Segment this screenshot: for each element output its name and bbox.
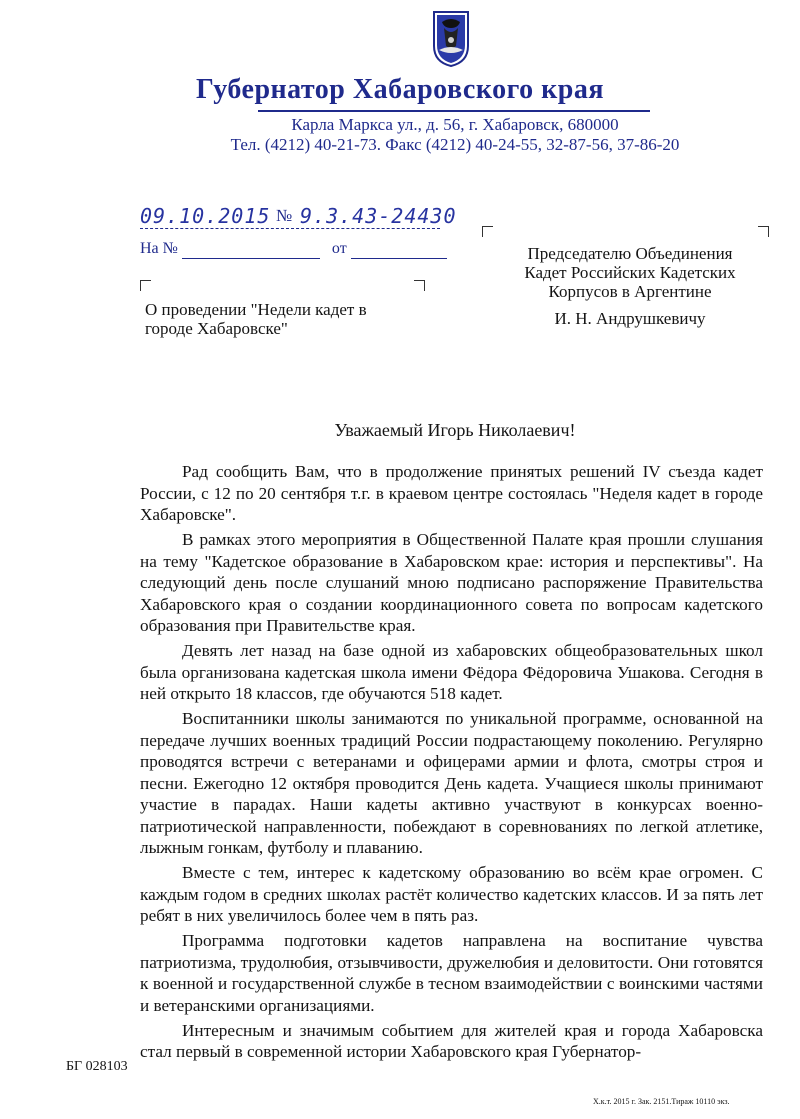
reply-from-label: от (331, 240, 347, 257)
reply-number-label: На № (140, 240, 178, 257)
addressee-block (490, 244, 770, 301)
addressee-corner-right (758, 226, 769, 237)
registration-date: 09.10.2015 (140, 204, 271, 228)
reply-date-blank (351, 240, 447, 259)
letter-paragraph: Интересным и значимым событием для жителей края и города Хабаровска стал первый в современной истории Хабаровского края Губернатор- (140, 1020, 763, 1061)
letter-paragraph: Вместе с тем, интерес к кадетскому образованию во всём крае огромен. С каждым годом в средних школах растёт количество кадетских классов. И за пять лет ребят в них увеличилось более чем в пять раз. (140, 863, 763, 925)
salutation: Уважаемый Игорь Николаевич! (334, 420, 576, 440)
form-serial-number: БГ 028103 (66, 1059, 128, 1074)
letter-paragraph: Программа подготовки кадетов направлена на воспитание чувства патриотизма, трудолюбия, отзывчивости, дружелюбия и деловитости. Они готовятся к военной и государственной службе в тесном взаимодействии с воинскими частями и ветеранскими организациями. (140, 931, 763, 1015)
letterhead-divider (258, 110, 650, 112)
registration-line (140, 228, 440, 229)
letterhead-title: Губернатор Хабаровского края (196, 74, 604, 105)
print-run-note: Х.к.т. 2015 г. Зак. 2151.Тираж 10110 экз. (593, 1097, 730, 1106)
subject-corner-right (414, 280, 425, 291)
letter-paragraph: Рад сообщить Вам, что в продолжение принятых решений IV съезда кадет России, с 12 по 20 сентября т.г. в краевом центре состоялась "Неделя кадет в городе Хабаровске". (140, 462, 763, 524)
addressee-line-1: Председателю Объединения (527, 244, 733, 263)
letterhead-phones: Тел. (4212) 40-21-73. Факс (4212) 40-24-55, 32-87-56, 37-86-20 (230, 135, 680, 154)
subject-corner-left (140, 280, 151, 291)
registration-number-label: № (276, 206, 293, 225)
coat-of-arms-emblem-icon (428, 6, 474, 68)
letter-paragraph: В рамках этого мероприятия в Общественной Палате края прошли слушания на тему "Кадетское образование в Хабаровском крае: история и перспективы". На следующий день после слушаний мною подписано распоряжение Правительства Хабаровского края о создании координационного совета по вопросам кадетского образования при Правительстве края. (140, 530, 763, 635)
reply-number-blank (182, 240, 320, 259)
letter-body (140, 461, 763, 1066)
letter-paragraph: Воспитанники школы занимаются по уникальной программе, основанной на передаче лучших военных традиций России подрастающему поколению. Регулярно проводятся встречи с ветеранами и офицерами армии и флота, смотры строя и песни. Ежегодно 12 октября проводится День кадета. Учащиеся школы принимают участие в парадах. Наши кадеты активно участвуют в конкурсах военно-патриотической направленности, побеждают в соревнованиях по легкой атлетике, лыжным гонкам, футболу и плаванию. (140, 709, 763, 857)
letter-paragraph: Девять лет назад на базе одной из хабаровских общеобразовательных школ была организована кадетская школа имени Фёдора Фёдоровича Ушакова. Сегодня в ней открыто 18 классов, где обучаются 518 кадет. (140, 641, 763, 703)
registration-number: 9.3.43-24430 (300, 204, 457, 228)
letterhead-address: Карла Маркса ул., д. 56, г. Хабаровск, 680000 (291, 115, 619, 134)
reply-reference-row (140, 240, 447, 259)
addressee-name: И. Н. Андрушкевичу (554, 309, 706, 328)
addressee-line-2: Кадет Российских Кадетских (524, 263, 736, 282)
addressee-line-3: Корпусов в Аргентине (548, 282, 712, 301)
letter-subject: О проведении "Недели кадет в городе Хабаровске" (145, 300, 367, 338)
addressee-corner-left (482, 226, 493, 237)
